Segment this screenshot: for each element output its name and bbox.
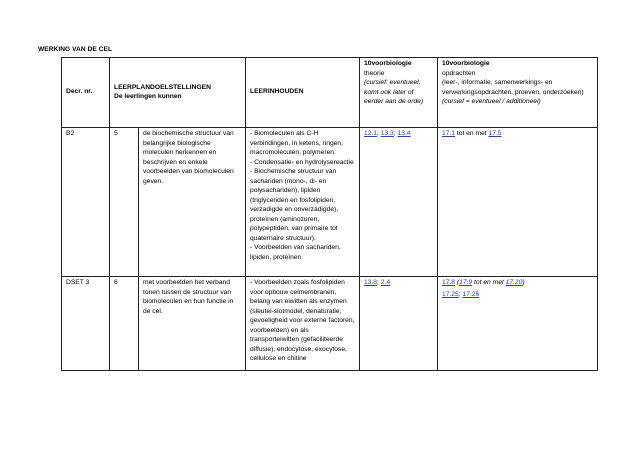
header-opdrachten-note: (cursief = eventueel / additioneel)	[442, 98, 541, 105]
paren-close: )	[522, 279, 525, 286]
cell-theorie	[360, 277, 438, 371]
theorie-link[interactable]: 12.1	[364, 130, 378, 137]
opdracht-link[interactable]: 17.5	[488, 130, 502, 137]
header-leerinhouden: LEERINHOUDEN	[246, 58, 360, 128]
header-opdrachten	[438, 58, 598, 128]
cell-decr: B2	[62, 128, 110, 277]
theorie-link[interactable]: 13.8	[364, 279, 378, 286]
separator: ;	[377, 279, 381, 286]
inhoud-item: - Condensatie- en hydrolysereactie	[250, 158, 354, 166]
header-opdrachten-label: opdrachten	[442, 69, 476, 77]
table-row	[62, 128, 598, 277]
header-opdrachten-types: (leer-, informatie, samenwerkings- en verwerkingsopdrachten, proeven, onderzoeken)	[442, 79, 584, 96]
cell-opdrachten	[438, 128, 598, 277]
curriculum-table	[61, 57, 598, 371]
opdracht-link[interactable]: 17.1	[442, 130, 456, 137]
section-title: WERKING VAN DE CEL	[38, 46, 113, 53]
paren-open: (	[455, 279, 460, 286]
opdracht-link[interactable]: 17.9	[459, 279, 473, 286]
header-theorie-title: 10voorbiologie	[364, 60, 412, 67]
theorie-link[interactable]: 2.4	[380, 279, 391, 286]
table-row	[62, 277, 598, 371]
header-theorie-note: (cursief: eventueel, komt ook later of eerder aan de orde)	[364, 79, 424, 105]
opdracht-link[interactable]: 17.8	[442, 279, 456, 286]
header-leerplan-sub: De leerlingen kunnen	[114, 93, 182, 100]
header-leerplan-title: LEERPLANDOELSTELLINGEN	[114, 83, 211, 91]
cell-theorie	[360, 128, 438, 277]
separator: ;	[393, 130, 398, 137]
cell-nr: 5	[110, 128, 139, 277]
opdracht-line	[442, 288, 594, 300]
inhoud-item: - Biochemische structuur van sachariden (mono-, di- en polysachariden), lipiden (triglyceriden en fosfolipiden, verzadigde en onverzadigde), proteïnen (aminozuren, polypeptiden, van primaire tot quaternaire structuur).	[250, 168, 339, 242]
separator: ;	[458, 290, 463, 298]
cell-doel: met voorbeelden het verband tonen tussen de structuur van biomoleculen en hun functie in de cel.	[139, 277, 246, 371]
theorie-link[interactable]: 13.3	[380, 130, 394, 137]
cell-doel: de biochemische structuur van belangrijke biologische moleculen herkennen en beschrijven en enkele voorbeelden van biomoleculen geven.	[139, 128, 246, 277]
opdracht-line	[442, 278, 594, 288]
table-header-row	[62, 58, 598, 128]
cell-decr: DSET 3	[62, 277, 110, 371]
header-opdrachten-title: 10voorbiologie	[442, 60, 490, 67]
range-text: tot en met	[455, 130, 489, 137]
cell-opdrachten	[438, 277, 598, 371]
inhoud-item: - Voorbeelden van sachariden, lipiden, proteïnen	[250, 244, 341, 261]
inhoud-item: - Biomoleculen als C-H verbindingen, in ketens, ringen, macromoleculen, polymeren.	[250, 130, 343, 156]
cell-inhoud	[246, 128, 360, 277]
cell-nr: 6	[110, 277, 139, 371]
separator: ;	[377, 130, 381, 137]
theorie-link[interactable]: 13.4	[397, 130, 411, 137]
opdracht-link[interactable]: 17.26	[462, 290, 480, 298]
header-leerplandoelstellingen	[110, 58, 246, 128]
header-decr-nr: Decr. nr.	[62, 58, 110, 128]
cell-inhoud	[246, 277, 360, 371]
opdracht-link[interactable]: 17.25	[442, 290, 459, 298]
range-text: tot en met	[472, 279, 506, 286]
inhoud-item: - Voorbeelden zoals fosfolipiden voor opbouw celmembranen, belang van eiwitten als enzymen (sleutel-slotmodel, denaturatie, gevoeligheid voor externe factoren, voorbeelden) en als transporteiwitten (gefaciliteerde diffusie), endocytose, exocytose, cellulose en chitine	[250, 279, 355, 362]
header-theorie-label: theorie	[364, 69, 385, 77]
opdracht-link[interactable]: 17.20	[505, 279, 523, 286]
header-theorie	[360, 58, 438, 128]
